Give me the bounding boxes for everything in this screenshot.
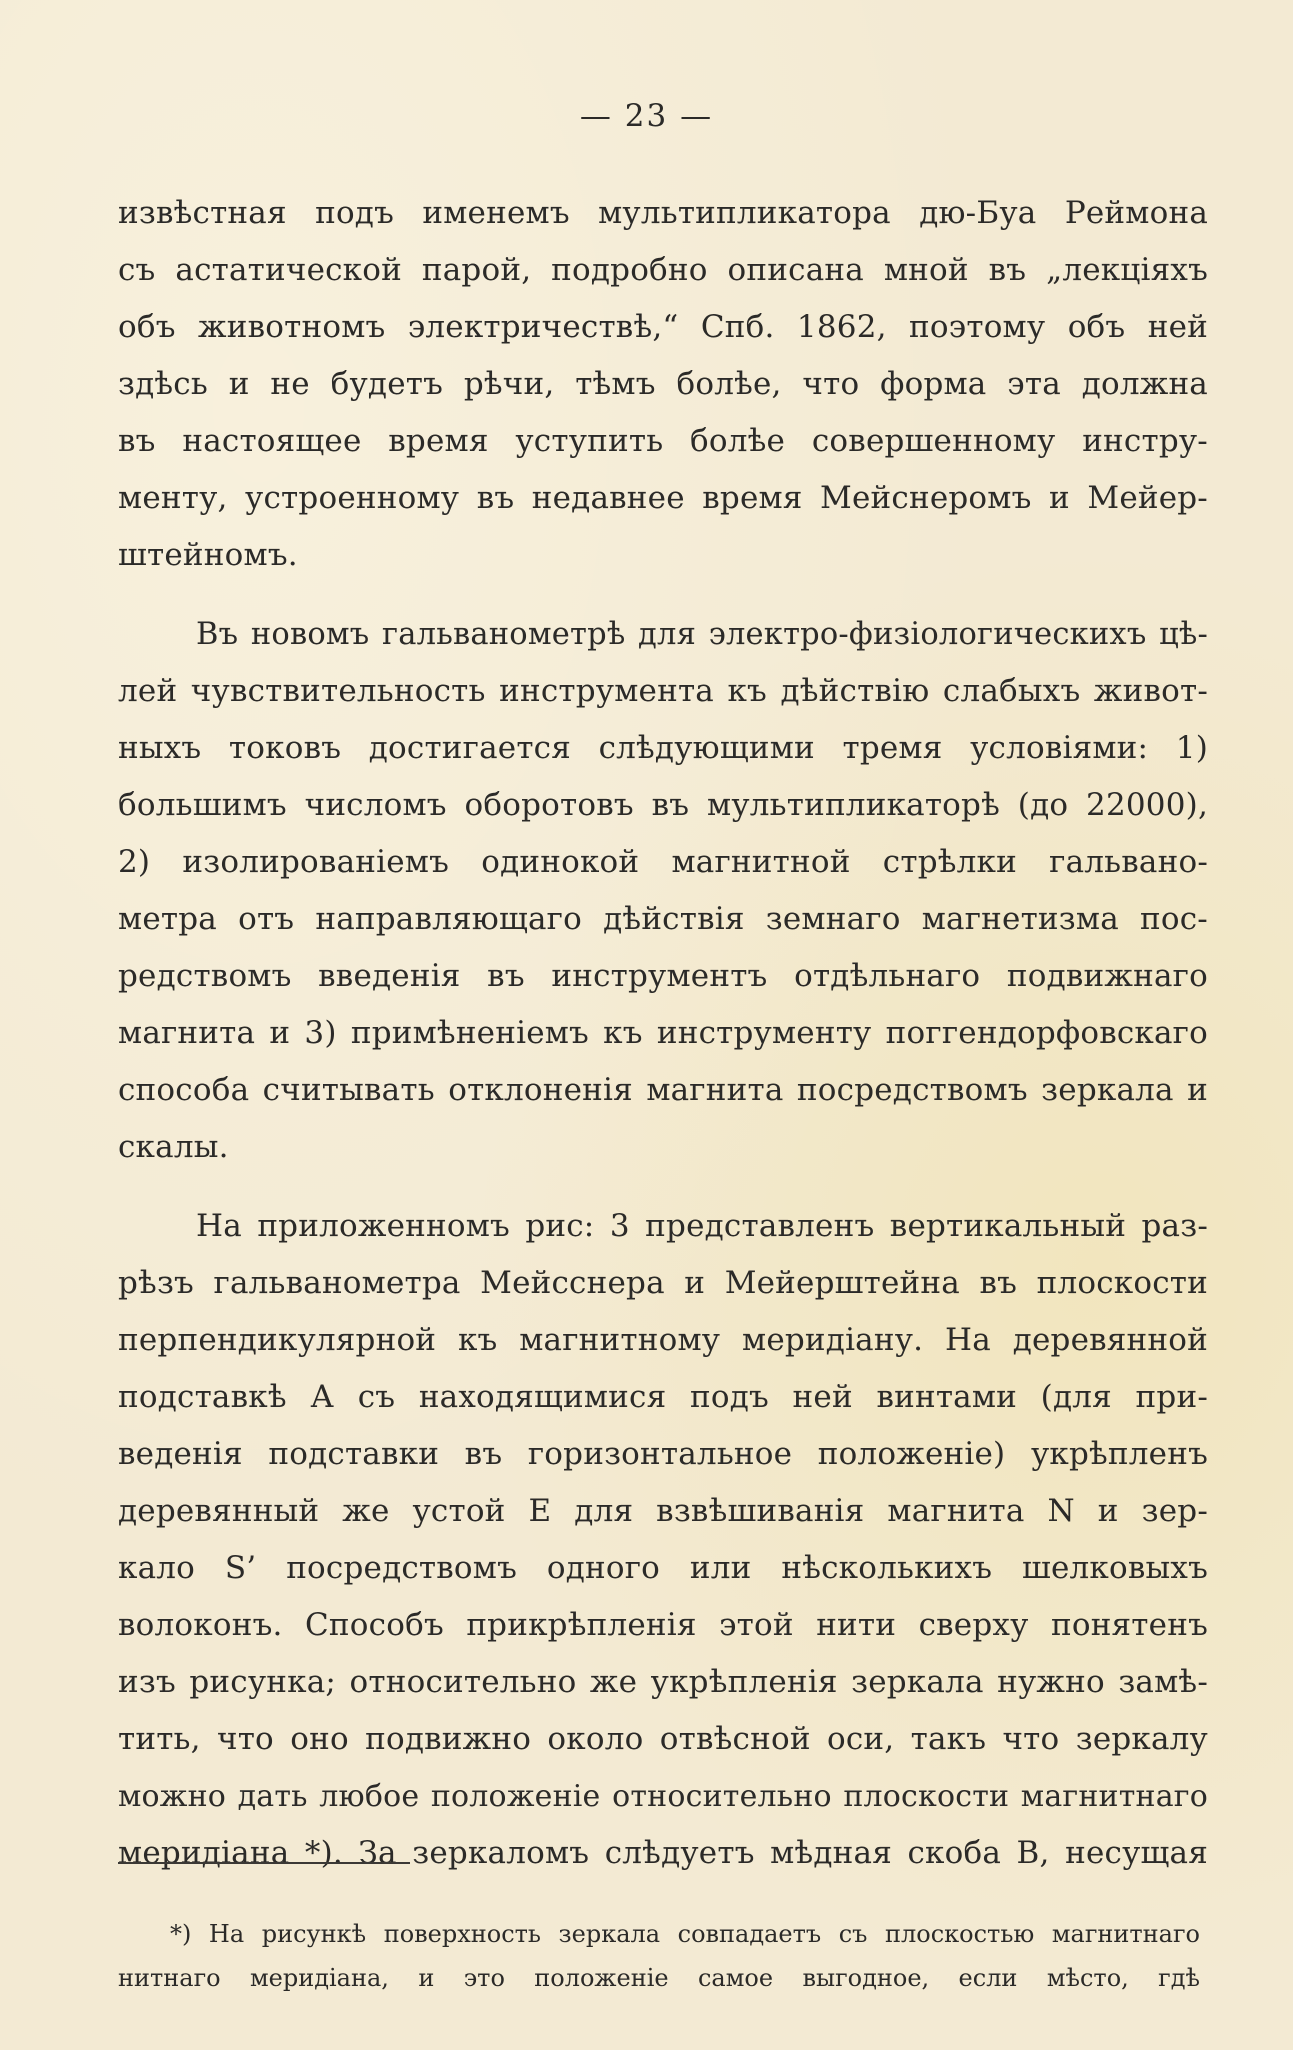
text-line: въ настоящее время уступить болѣе совершенному инстру- bbox=[118, 423, 1208, 459]
footnote bbox=[118, 1912, 1200, 2000]
footnote-line: нитнаго меридіана, и это положеніе самое выгодное, если мѣсто, гдѣ bbox=[118, 1964, 1200, 1992]
footnote-line: *) На рисункѣ поверхность зеркала совпадаетъ съ плоскостью магнитнаго bbox=[170, 1920, 1200, 1948]
text-line: штейномъ. bbox=[118, 537, 298, 573]
text-line: редствомъ введенія въ инструментъ отдѣльнаго подвижнаго bbox=[118, 958, 1208, 994]
text-line: кало S’ посредствомъ одного или нѣсколькихъ шелковыхъ bbox=[118, 1550, 1208, 1586]
footnote-divider bbox=[118, 1862, 410, 1864]
text-line: способа считывать отклоненія магнита посредствомъ зеркала и bbox=[118, 1072, 1208, 1108]
text-line: лей чувствительность инструмента къ дѣйствію слабыхъ живот- bbox=[118, 673, 1208, 709]
paragraph-1 bbox=[118, 185, 1208, 584]
text-line: 2) изолированіемъ одинокой магнитной стрѣлки гальвано- bbox=[118, 844, 1208, 880]
paragraph-gap bbox=[118, 1176, 1208, 1198]
text-line: волоконъ. Способъ прикрѣпленія этой нити сверху понятенъ bbox=[118, 1607, 1208, 1643]
text-line: съ астатической парой, подробно описана мной въ „лекціяхъ bbox=[118, 252, 1208, 288]
text-line: объ животномъ электричествѣ,“ Спб. 1862, поэтому объ ней bbox=[118, 309, 1208, 345]
text-line: большимъ числомъ оборотовъ въ мультипликаторѣ (до 22000), bbox=[118, 787, 1208, 823]
page-number: — 23 — bbox=[579, 98, 714, 134]
text-line: рѣзъ гальванометра Мейсснера и Мейерштейна въ плоскости bbox=[118, 1265, 1208, 1301]
text-line: веденія подставки въ горизонтальное положеніе) укрѣпленъ bbox=[118, 1436, 1208, 1472]
text-line: менту, устроенному въ недавнее время Мейснеромъ и Мейер- bbox=[118, 480, 1208, 516]
text-line: Въ новомъ гальванометрѣ для электро-физіологическихъ цѣ- bbox=[196, 617, 1208, 652]
text-line: тить, что оно подвижно около отвѣсной оси, такъ что зеркалу bbox=[118, 1721, 1208, 1757]
text-line: перпендикулярной къ магнитному меридіану. На деревянной bbox=[118, 1322, 1208, 1358]
text-line: магнита и 3) примѣненіемъ къ инструменту поггендорфовскаго bbox=[118, 1015, 1208, 1051]
text-line: извѣстная подъ именемъ мультипликатора дю-Буа Реймона bbox=[118, 195, 1208, 231]
text-line: меридіана *). За зеркаломъ слѣдуетъ мѣдная скоба В, несущая bbox=[118, 1835, 1208, 1871]
text-line: ныхъ токовъ достигается слѣдующими тремя условіями: 1) bbox=[118, 730, 1208, 766]
text-line: метра отъ направляющаго дѣйствія земнаго магнетизма пос- bbox=[118, 901, 1208, 937]
paragraph-gap bbox=[118, 584, 1208, 606]
text-line: деревянный же устой Е для взвѣшиванія магнита N и зер- bbox=[118, 1493, 1208, 1529]
text-line: На приложенномъ рис: 3 представленъ вертикальный раз- bbox=[196, 1208, 1208, 1244]
text-line: здѣсь и не будетъ рѣчи, тѣмъ болѣе, что форма эта должна bbox=[118, 366, 1208, 402]
text-line: скалы. bbox=[118, 1129, 229, 1165]
text-line: изъ рисунка; относительно же укрѣпленія зеркала нужно замѣ- bbox=[118, 1664, 1208, 1700]
paragraph-2 bbox=[118, 606, 1208, 1176]
paragraph-3 bbox=[118, 1198, 1208, 1882]
text-line: можно дать любое положеніе относительно плоскости магнитнаго bbox=[118, 1779, 1208, 1814]
text-line: подставкѣ А съ находящимися подъ ней винтами (для при- bbox=[118, 1379, 1208, 1415]
body-text bbox=[118, 185, 1208, 1882]
